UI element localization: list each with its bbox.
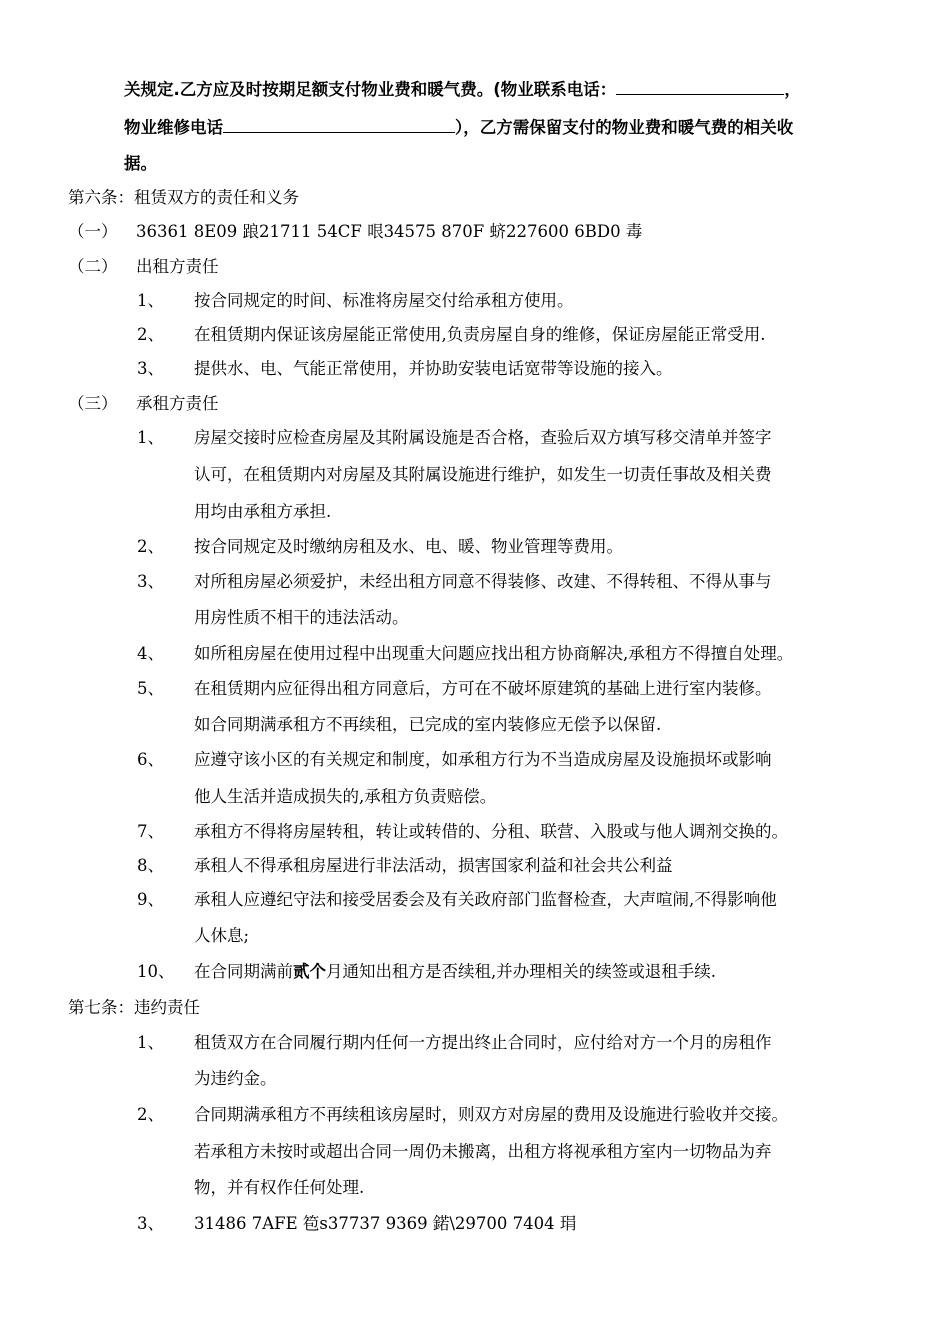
lessee-item-line: 他人生活并造成损失的,承租方负责赔偿。	[194, 787, 497, 806]
lessee-item-line: 承租人不得承租房屋进行非法活动，损害国家利益和社会共公利益	[194, 856, 673, 875]
property-phone-blank	[616, 76, 784, 95]
lessee-item-line: 用均由承租方承担.	[194, 502, 332, 521]
penalty-item-number: 2、	[137, 1105, 164, 1124]
lessee-item-line: 房屋交接时应检查房屋及其附属设施是否合格，查验后双方填写移交清单并签字	[194, 428, 772, 447]
top-line-1	[124, 76, 801, 102]
lessee-item-line: 在租赁期内应征得出租方同意后，方可在不破坏原建筑的基础上进行室内装修。	[194, 679, 772, 698]
penalty-item-line: 若承租方未按时或超出合同一周仍未搬离，出租方将视承租方室内一切物品为弃	[194, 1142, 772, 1161]
top-line-3: 据。	[124, 154, 157, 173]
lessee-item-number: 9、	[137, 890, 164, 909]
lessee-item-number: 7、	[137, 822, 164, 841]
section-2-title: 出租方责任	[136, 257, 219, 276]
lessee-item-number: 10、	[137, 962, 175, 981]
penalty-item-line: 31486 7AFE 笣s37737 9369 鍩\29700 7404 琄	[194, 1214, 577, 1233]
lessee-item-line: 人休息;	[194, 926, 250, 945]
article-7-title: 第七条：违约责任	[68, 998, 200, 1017]
lessor-item-number: 2、	[137, 325, 164, 344]
lessee-item-line: 用房性质不相干的违法活动。	[194, 608, 409, 627]
lessee-item-number: 4、	[137, 644, 164, 663]
lessee-item-line: 对所租房屋必须爱护，未经出租方同意不得装修、改建、不得转租、不得从事与	[194, 572, 772, 591]
item-10-text-a: 在合同期满前	[194, 962, 293, 981]
lessee-item-line: 应遵守该小区的有关规定和制度，如承租方行为不当造成房屋及设施损坏或影响	[194, 750, 772, 769]
lessee-item-line: 如合同期满承租方不再续租，已完成的室内装修应无偿予以保留.	[194, 715, 662, 734]
top-line-1-text: 关规定.乙方应及时按期足额支付物业费和暖气费。(物业联系电话：	[124, 80, 617, 99]
lessee-item-number: 8、	[137, 856, 164, 875]
top-line-1-comma: ，	[784, 80, 801, 99]
top-line-2-text: ），乙方需保留支付的物业费和暖气费的相关收	[455, 118, 794, 137]
lessee-item-10-line	[194, 960, 716, 984]
item-10-text-c: 月通知出租方是否续租,并办理相关的续签或退租手续.	[326, 962, 716, 981]
article-6-title: 第六条：租赁双方的责任和义务	[68, 188, 299, 207]
top-line-2	[124, 114, 793, 140]
lessee-item-number: 1、	[137, 428, 164, 447]
lessor-item-number: 1、	[137, 291, 164, 310]
lessee-item-number: 5、	[137, 679, 164, 698]
penalty-item-number: 3、	[137, 1214, 164, 1233]
lessee-item-line: 按合同规定及时缴纳房租及水、电、暖、物业管理等费用。	[194, 537, 623, 556]
lessee-item-line: 如所租房屋在使用过程中出现重大问题应找出租方协商解决,承租方不得擅自处理。	[194, 644, 794, 663]
section-2-number: （二）	[68, 257, 118, 276]
section-1-number: （一）	[68, 222, 118, 241]
penalty-item-line: 物，并有权作任何处理.	[194, 1178, 365, 1197]
lessee-item-number: 3、	[137, 572, 164, 591]
lessee-item-line: 认可，在租赁期内对房屋及其附属设施进行维护，如发生一切责任事故及相关费	[194, 465, 772, 484]
lessee-item-line: 承租方不得将房屋转租，转让或转借的、分租、联营、入股或与他人调剂交换的。	[194, 822, 788, 841]
top-line-2-label: 物业维修电话	[124, 118, 223, 137]
lessor-item-line: 在租赁期内保证该房屋能正常使用,负责房屋自身的维修，保证房屋能正常受用.	[194, 325, 766, 344]
penalty-item-line: 合同期满承租方不再续租该房屋时，则双方对房屋的费用及设施进行验收并交接。	[194, 1105, 788, 1124]
lessor-item-number: 3、	[137, 359, 164, 378]
penalty-item-line: 租赁双方在合同履行期内任何一方提出终止合同时，应付给对方一个月的房租作	[194, 1033, 772, 1052]
lessor-item-line: 提供水、电、气能正常使用，并协助安装电话宽带等设施的接入。	[194, 359, 673, 378]
section-1-text: 36361 8E09 踉21711 54CF 哏34575 870F 蛴227600 6BD0 毒	[136, 222, 643, 241]
repair-phone-blank	[223, 114, 455, 133]
section-3-number: （三）	[68, 394, 118, 413]
lessee-item-line: 承租人应遵纪守法和接受居委会及有关政府部门监督检查，大声喧闹,不得影响他	[194, 890, 777, 909]
lessee-item-number: 2、	[137, 537, 164, 556]
lessor-item-line: 按合同规定的时间、标准将房屋交付给承租方使用。	[194, 291, 574, 310]
section-3-title: 承租方责任	[136, 394, 219, 413]
lessee-item-number: 6、	[137, 750, 164, 769]
penalty-item-number: 1、	[137, 1033, 164, 1052]
item-10-emphasis: 贰个	[293, 962, 326, 981]
penalty-item-line: 为违约金。	[194, 1069, 277, 1088]
